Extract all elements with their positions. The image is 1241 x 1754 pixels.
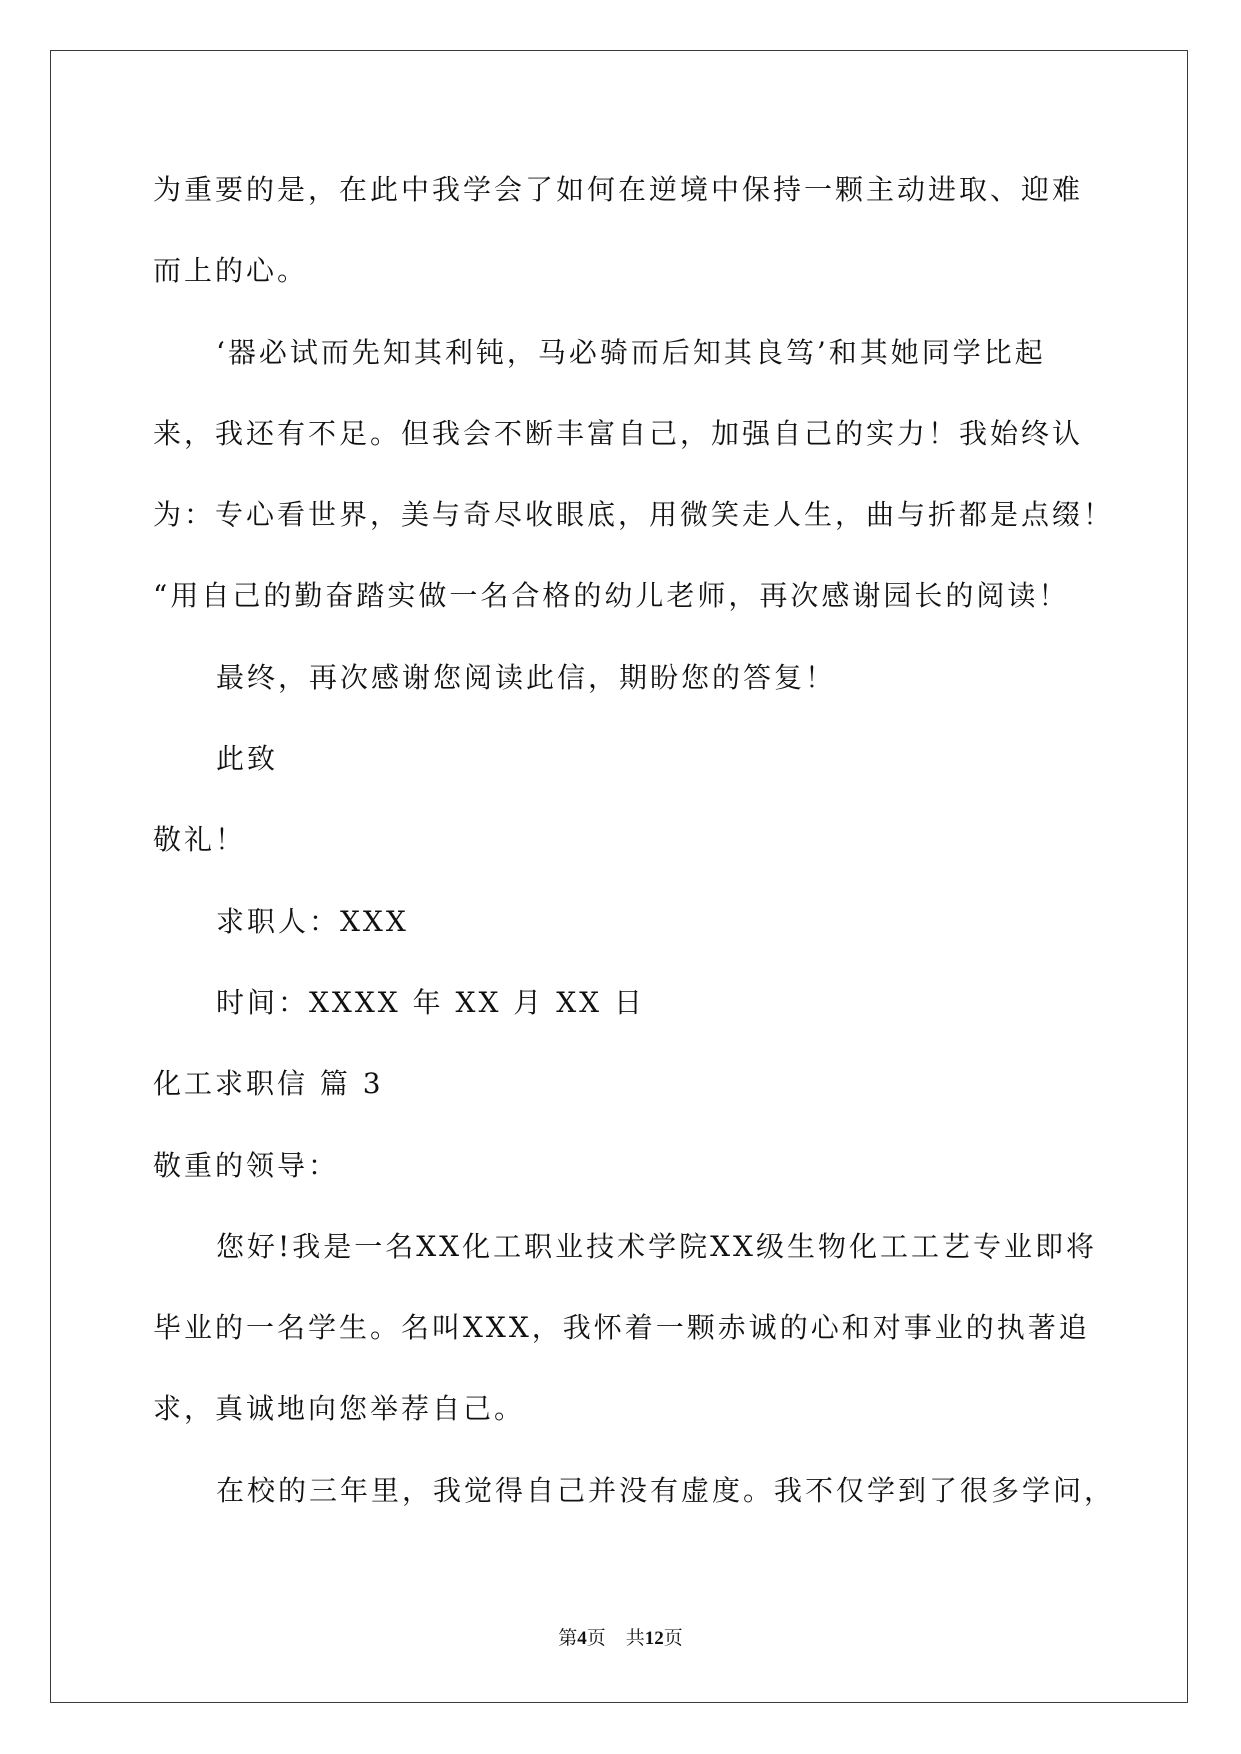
letter-date: 时间：XXXX 年 XX 月 XX 日 bbox=[216, 985, 645, 1019]
paragraph-line: 来，我还有不足。但我会不断丰富自己，加强自己的实力！我始终认 bbox=[153, 416, 1084, 450]
total-prefix: 共 bbox=[625, 1627, 645, 1649]
paragraph-line: 毕业的一名学生。名叫XXX，我怀着一颗赤诚的心和对事业的执著追 bbox=[153, 1311, 1090, 1345]
closing-phrase: 此致 bbox=[216, 742, 279, 776]
paragraph-line: “用自己的勤奋踏实做一名合格的幼儿老师，再次感谢园长的阅读！ bbox=[153, 579, 1070, 613]
page-number: 4 bbox=[577, 1628, 587, 1649]
paragraph-line: 最终，再次感谢您阅读此信，期盼您的答复！ bbox=[216, 660, 837, 694]
paragraph-line: 而上的心。 bbox=[153, 254, 309, 288]
page-suffix: 页 bbox=[586, 1627, 606, 1649]
page-footer bbox=[0, 1624, 1241, 1652]
document-body bbox=[153, 149, 1173, 1531]
paragraph-line: 在校的三年里，我觉得自己并没有虚度。我不仅学到了很多学问， bbox=[216, 1473, 1116, 1507]
paragraph-line: 您好!我是一名XX化工职业技术学院XX级生物化工工艺专业即将 bbox=[216, 1229, 1097, 1263]
page-prefix: 第 bbox=[558, 1627, 578, 1649]
paragraph-line: ‘器必试而先知其利钝，马必骑而后知其良笃’和其她同学比起 bbox=[216, 335, 1046, 369]
paragraph-line: 为：专心看世界，美与奇尽收眼底，用微笑走人生，曲与折都是点缀！ bbox=[153, 498, 1115, 532]
total-suffix: 页 bbox=[663, 1627, 683, 1649]
total-pages: 12 bbox=[644, 1628, 664, 1649]
closing-salutation: 敬礼！ bbox=[153, 823, 247, 857]
paragraph-line: 为重要的是，在此中我学会了如何在逆境中保持一颗主动进取、迎难 bbox=[153, 173, 1084, 206]
greeting-line: 敬重的领导： bbox=[153, 1148, 340, 1182]
paragraph-line: 求，真诚地向您举荐自己。 bbox=[153, 1392, 526, 1426]
applicant-signature: 求职人：XXX bbox=[216, 904, 409, 938]
section-heading: 化工求职信 篇 3 bbox=[153, 1067, 384, 1101]
